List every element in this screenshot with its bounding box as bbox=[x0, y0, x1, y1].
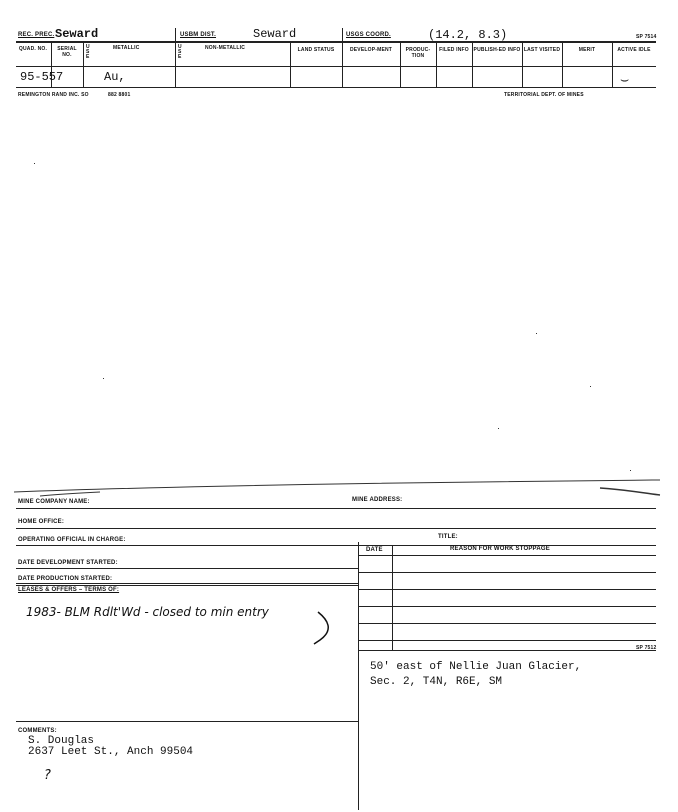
col-quad-no: QUAD. NO. bbox=[18, 46, 48, 52]
location-line-1: 50' east of Nellie Juan Glacier, bbox=[370, 661, 582, 673]
mine-address-label: MINE ADDRESS: bbox=[352, 497, 403, 503]
col-merit: MERIT bbox=[578, 47, 596, 53]
reason-label: REASON FOR WORK STOPPAGE bbox=[450, 546, 550, 552]
comments-line-2: 2637 Leet St., Anch 99504 bbox=[28, 746, 194, 758]
rec-prec-value: Seward bbox=[55, 27, 99, 41]
col-use-1: U S E bbox=[86, 44, 90, 60]
quad-serial-value: 95-557 bbox=[20, 70, 64, 84]
col-land-status: LAND STATUS bbox=[297, 47, 335, 53]
top-footer-codes: 882 8801 bbox=[108, 92, 131, 98]
col-filed-info: FILED INFO bbox=[439, 47, 469, 53]
leases-label: LEASES & OFFERS – TERMS OF: bbox=[18, 587, 120, 593]
date-dev-label: DATE DEVELOPMENT STARTED: bbox=[18, 560, 118, 566]
usgs-coord-label: USGS COORD. bbox=[346, 32, 391, 38]
col-use-2: U S E bbox=[178, 44, 182, 60]
comments-label: COMMENTS: bbox=[18, 728, 57, 734]
col-non-metallic: NON-METALLIC bbox=[205, 45, 246, 51]
top-card bbox=[0, 0, 678, 110]
top-footer-left: REMINGTON RAND INC. SO bbox=[18, 92, 89, 98]
rec-prec-label: REC. PREC. bbox=[18, 32, 55, 38]
col-production: PRODUC-TION bbox=[405, 47, 431, 59]
title-label: TITLE: bbox=[438, 534, 458, 540]
bottom-card bbox=[0, 470, 678, 812]
form-number-bottom: SP 7512 bbox=[636, 645, 657, 651]
top-footer-right: TERRITORIAL DEPT. OF MINES bbox=[504, 92, 584, 98]
usbm-dist-label: USBM DIST. bbox=[180, 32, 217, 38]
home-office-label: HOME OFFICE: bbox=[18, 519, 65, 525]
usgs-coord-value: (14.2, 8.3) bbox=[428, 28, 508, 42]
mine-company-label: MINE COMPANY NAME: bbox=[18, 499, 90, 505]
metallic-value: Au, bbox=[104, 70, 126, 84]
bracket-mark-icon bbox=[300, 610, 340, 650]
location-line-2: Sec. 2, T4N, R6E, SM bbox=[370, 676, 503, 688]
usbm-dist-value: Seward bbox=[253, 27, 297, 41]
comments-mark: ? bbox=[44, 768, 51, 783]
comments-line-1: S. Douglas bbox=[28, 735, 95, 747]
card-top-edge bbox=[0, 470, 678, 500]
date-label: DATE bbox=[366, 547, 383, 553]
active-idle-mark: ⌣ bbox=[620, 72, 630, 88]
col-development: DEVELOP-MENT bbox=[349, 47, 393, 53]
operating-official-label: OPERATING OFFICIAL IN CHARGE: bbox=[18, 537, 126, 543]
form-number-top: SP 7514 bbox=[636, 34, 657, 40]
leases-handwritten: 1983- BLM Rdlt'Wd - closed to min entry bbox=[26, 605, 269, 619]
col-published-info: PUBLISH-ED INFO bbox=[473, 47, 521, 53]
col-active-idle: ACTIVE IDLE bbox=[617, 47, 651, 53]
date-prod-label: DATE PRODUCTION STARTED: bbox=[18, 576, 113, 582]
col-last-visited: LAST VISITED bbox=[523, 47, 561, 53]
col-serial-no: SERIAL NO. bbox=[57, 46, 77, 58]
col-metallic: METALLIC bbox=[113, 45, 140, 51]
